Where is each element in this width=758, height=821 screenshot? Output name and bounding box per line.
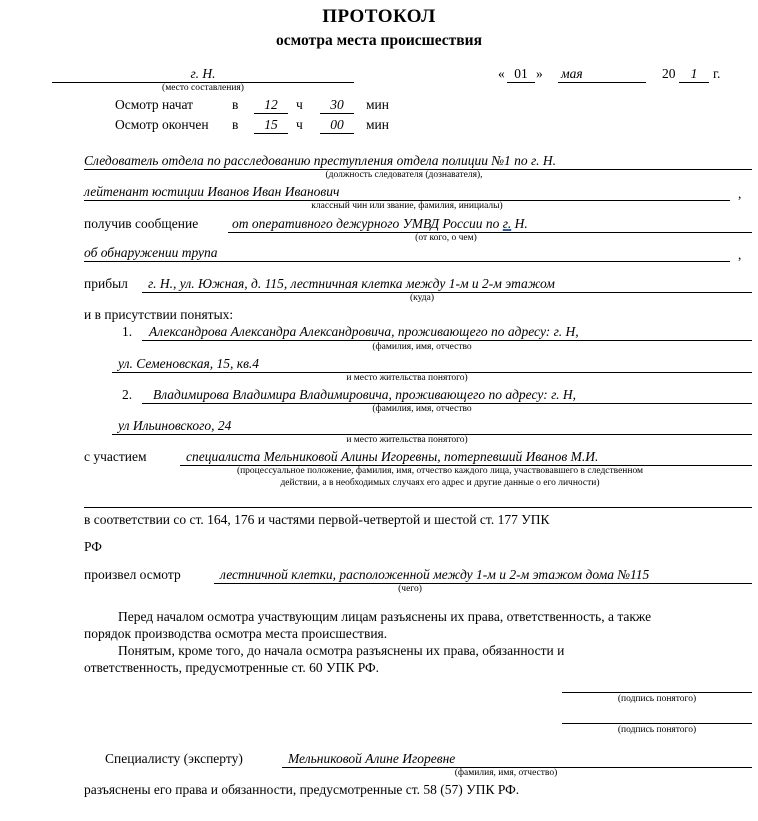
specialist-rights: разъяснены его права и обязанности, предусмотренные ст. 58 (57) УПК РФ.: [84, 782, 520, 797]
witness-2-number: 2.: [122, 387, 133, 402]
witness-1-name-caption: (фамилия, имя, отчество: [372, 342, 472, 352]
date-close-quote: »: [536, 66, 543, 81]
date-day: 01: [514, 66, 528, 81]
start-hour-label: ч: [296, 97, 303, 112]
basis-line-2: РФ: [84, 539, 102, 554]
investigator-position-caption: (должность следователя (дознавателя),: [325, 170, 483, 180]
place-value: г. Н.: [190, 66, 216, 81]
end-hour-label: ч: [296, 117, 303, 132]
inspection-label: произвел осмотр: [84, 567, 181, 582]
specialist-name: Мельниковой Алине Игоревне: [288, 751, 456, 766]
start-minute: 30: [330, 97, 344, 112]
witness-2-name-caption: (фамилия, имя, отчество: [372, 404, 472, 414]
signature-2-caption: (подпись понятого): [617, 725, 697, 735]
witness-1-address-caption: и место жительства понятого): [346, 373, 468, 383]
message-comma: ,: [738, 247, 742, 262]
witness-1-address: ул. Семеновская, 15, кв.4: [118, 356, 260, 371]
message-about: об обнаружении трупа: [84, 245, 218, 260]
witness-1-number: 1.: [122, 324, 133, 339]
start-hour: 12: [264, 97, 278, 112]
document-subtitle: осмотра места происшествия: [276, 32, 482, 49]
witness-1-name-line: [142, 340, 752, 341]
witness-2-address: ул Ильиновского, 24: [118, 418, 232, 433]
arrival-caption: (куда): [409, 293, 434, 303]
participants-caption-1: (процессуальное положение, фамилия, имя, отчество каждого лица, участвовавшего в следственном: [236, 466, 644, 476]
start-minute-line: [320, 113, 354, 114]
message-source: [232, 216, 528, 232]
notice-1-line-2: порядок производства осмотра места происшествия.: [84, 626, 388, 641]
inspection-value: лестничной клетки, расположенной между 1-м и 2-м этажом дома №115: [220, 567, 650, 582]
date-year-prefix: 20: [662, 66, 676, 81]
document-title: ПРОТОКОЛ: [322, 6, 436, 27]
start-minute-label: мин: [366, 97, 389, 112]
inspection-caption: (чего): [398, 584, 422, 594]
start-time-in: в: [232, 97, 239, 112]
end-minute: 00: [330, 117, 344, 132]
date-year-suffix: 1: [690, 66, 698, 81]
signature-1-caption: (подпись понятого): [617, 694, 697, 704]
date-day-line: [507, 82, 535, 83]
investigator-name: лейтенант юстиции Иванов Иван Иванович: [84, 184, 340, 199]
message-source-part1: от оперативного дежурного УМВД России по: [232, 216, 500, 231]
witness-1-name: Александрова Александра Александровича, проживающего по адресу: г. Н,: [149, 324, 579, 339]
participants-label: с участием: [84, 449, 147, 464]
arrival-place: г. Н., ул. Южная, д. 115, лестничная клетка между 1-м и 2-м этажом: [148, 276, 555, 291]
signature-1-line: [562, 692, 752, 693]
arrival-label: прибыл: [84, 276, 128, 291]
specialist-caption: (фамилия, имя, отчество): [454, 768, 558, 778]
participants-extra-line: [84, 507, 752, 508]
signature-2-line: [562, 723, 752, 724]
end-hour-line: [254, 133, 288, 134]
witnesses-intro: и в присутствии понятых:: [84, 307, 234, 322]
message-source-part2: Н.: [511, 216, 528, 231]
date-month: мая: [561, 66, 583, 81]
end-time-label: Осмотр окончен: [115, 117, 209, 132]
date-year-line: [679, 82, 709, 83]
message-source-caption: (от кого, о чем): [415, 233, 477, 243]
end-hour: 15: [264, 117, 278, 132]
investigator-comma: ,: [738, 186, 742, 201]
date-open-quote: «: [498, 66, 505, 81]
investigator-position: Следователь отдела по расследованию преступления отдела полиции №1 по г. Н.: [84, 153, 557, 168]
date-year-unit: г.: [713, 66, 721, 81]
end-minute-label: мин: [366, 117, 389, 132]
notice-2-line-2: ответственность, предусмотренные ст. 60 УПК РФ.: [84, 660, 380, 675]
start-hour-line: [254, 113, 288, 114]
witness-2-address-caption: и место жительства понятого): [346, 435, 468, 445]
participants-caption-2: действии, а в необходимых случаях его адрес и другие данные о его личности): [280, 478, 600, 488]
end-time-in: в: [232, 117, 239, 132]
witness-2-name: Владимирова Владимира Владимировича, проживающего по адресу: г. Н,: [153, 387, 577, 402]
message-source-mark: г.: [502, 216, 512, 231]
start-time-label: Осмотр начат: [115, 97, 194, 112]
basis-line-1: в соответствии со ст. 164, 176 и частями первой-четвертой и шестой ст. 177 УПК: [84, 512, 550, 527]
date-month-line: [558, 82, 646, 83]
notice-1-line-1: Перед началом осмотра участвующим лицам разъяснены их права, ответственность, а также: [118, 609, 652, 624]
end-minute-line: [320, 133, 354, 134]
place-caption: (место составления): [162, 83, 244, 93]
investigator-name-caption: классный чин или звание, фамилия, инициалы): [311, 201, 503, 211]
message-label: получив сообщение: [84, 216, 199, 231]
notice-2-line-1: Понятым, кроме того, до начала осмотра разъяснены их права, обязанности и: [118, 643, 565, 658]
specialist-label: Специалисту (эксперту): [105, 751, 243, 766]
participants-value: специалиста Мельниковой Алины Игоревны, потерпевший Иванов М.И.: [186, 449, 599, 464]
message-about-line: [84, 261, 730, 262]
